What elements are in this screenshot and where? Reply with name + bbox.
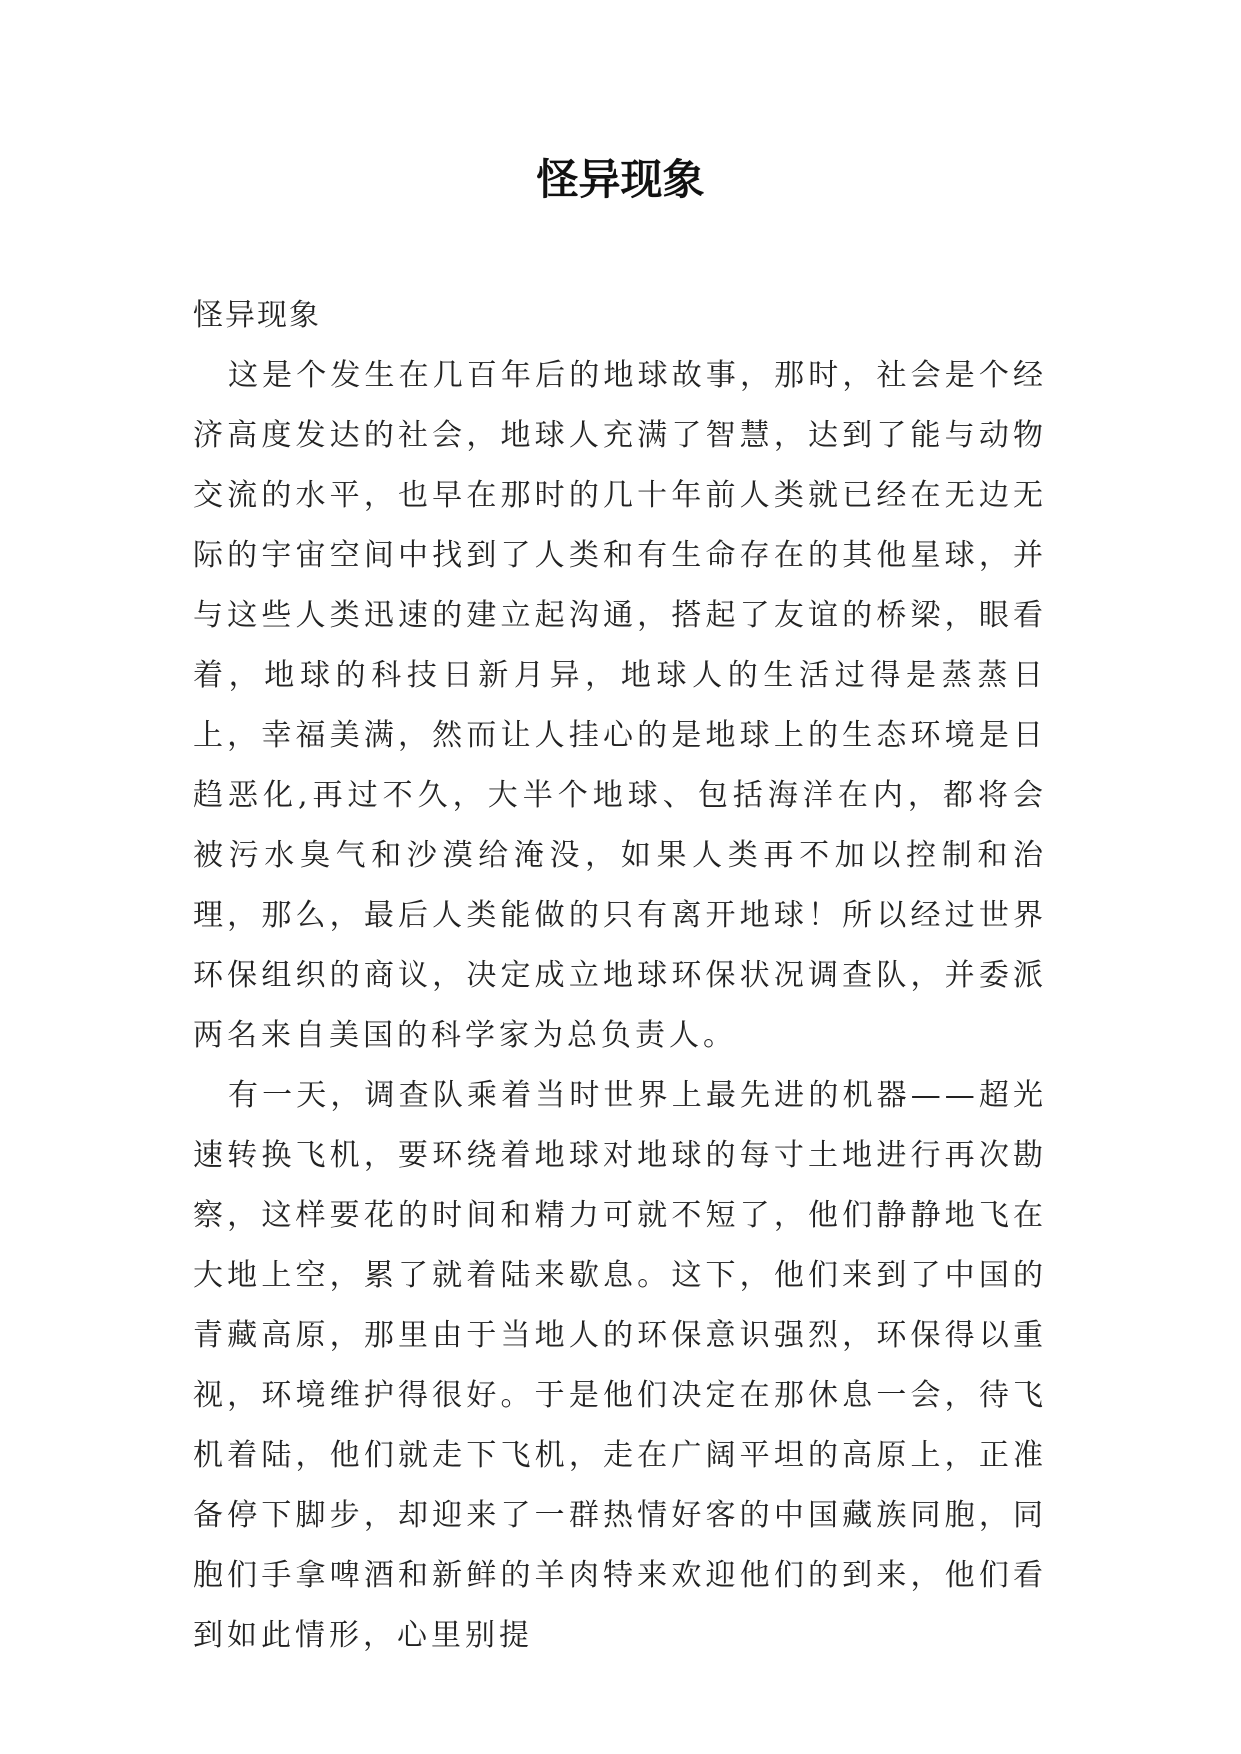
document-title: 怪异现象 [536,155,705,204]
document-body [193,286,1047,1666]
document-subtitle: 怪异现象 [193,298,321,333]
paragraph: 这是个发生在几百年后的地球故事，那时，社会是个经济高度发达的社会，地球人充满了智慧，达到了能与动物交流的水平，也早在那时的几十年前人类就已经在无边无际的宇宙空间中找到了人类和有生命存在的其他星球，并与这些人类迅速的建立起沟通，搭起了友谊的桥梁，眼看着，地球的科技日新月异，地球人的生活过得是蒸蒸日上，幸福美满，然而让人挂心的是地球上的生态环境是日趋恶化,再过不久，大半个地球、包括海洋在内，都将会被污水臭气和沙漠给淹没，如果人类再不加以控制和治理，那么，最后人类能做的只有离开地球！所以经过世界环保组织的商议，决定成立地球环保状况调查队，并委派两名来自美国的科学家为总负责人。 [193,358,1047,1053]
paragraph: 有一天，调查队乘着当时世界上最先进的机器——超光速转换飞机，要环绕着地球对地球的每寸土地进行再次勘察，这样要花的时间和精力可就不短了，他们静静地飞在大地上空，累了就着陆来歇息。这下，他们来到了中国的青藏高原，那里由于当地人的环保意识强烈，环保得以重视，环境维护得很好。于是他们决定在那休息一会，待飞机着陆，他们就走下飞机，走在广阔平坦的高原上，正准备停下脚步，却迎来了一群热情好客的中国藏族同胞，同胞们手拿啤酒和新鲜的羊肉特来欢迎他们的到来，他们看到如此情形，心里别提 [193,1078,1047,1653]
